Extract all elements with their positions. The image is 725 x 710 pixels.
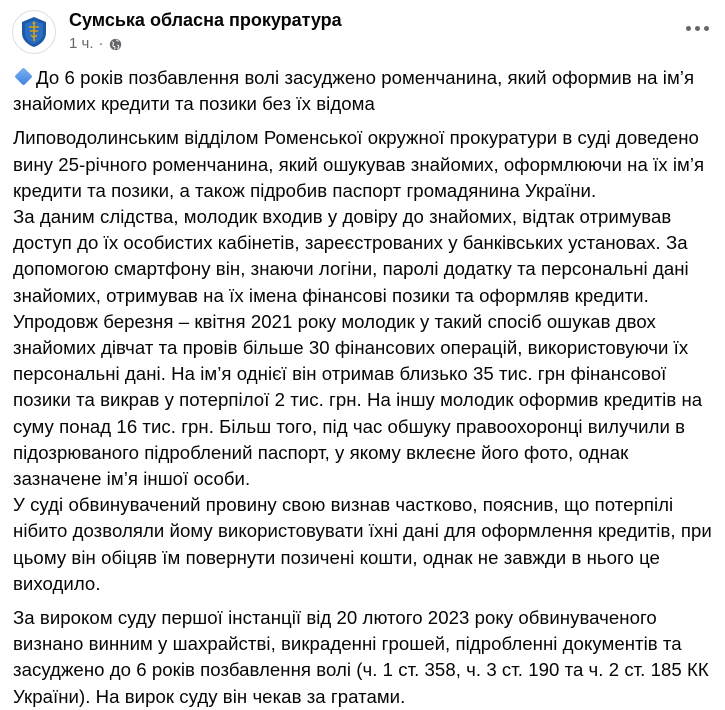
paragraph-1: Липоводолинським відділом Роменської окружної прокуратури в суді доведено вину 25-річного роменчанина, який ошукував знайомих, оформлюючи на їх ім’я кредити та позики, а також підробив паспорт громадянина України. [13, 127, 705, 201]
meta-separator: · [98, 35, 104, 52]
post-headline [13, 65, 713, 117]
paragraph-3: Упродовж березня – квітня 2021 року молодик у такий спосіб ошукав двох знайомих дівчат та провів більше 30 фінансових операцій, використовуючи їх персональні дані. На ім’я однієї він отримав близько 35 тис. грн фінансової позики та викрав у потерпілої 2 тис. грн. На іншу молодик оформив кредитів на суму понад 16 тис. грн. Більш того, під час обшуку правоохоронці вилучили в підозрюваного підроблений паспорт, у якому вклеєне його фото, однак зазначене ім’я іншої особи. [13, 310, 703, 490]
more-dot-icon [704, 26, 709, 31]
paragraph-2: За даним слідства, молодик входив у довіру до знайомих, відтак отримував доступ до їх особистих кабінетів, зареєстрованих у банківських установах. За допомогою смартфону він, знаючи логіни, паролі додатку та персональні дані знайомих, отримував на їх імена фінансові позики та оформляв кредити. [13, 206, 689, 306]
blue-diamond-icon [14, 67, 32, 85]
post-subline [69, 35, 342, 53]
post-timestamp[interactable]: 1 ч. [69, 35, 94, 52]
paragraph-5: За вироком суду першої інстанції від 20 лютого 2023 року обвинуваченого визнано винним у шахрайстві, викраденні грошей, підробленні документів та засуджено до 6 років позбавлення волі (ч. 1 ст. 358, ч. 3 ст. 190 та ч. 2 ст. 185 КК України). На вирок суду він чекав за гратами. [13, 607, 709, 707]
more-dot-icon [695, 26, 700, 31]
post-body [13, 65, 713, 710]
author-name[interactable]: Сумська обласна прокуратура [69, 10, 342, 30]
page-avatar[interactable] [12, 10, 56, 54]
prosecutor-emblem-icon [16, 14, 52, 50]
post-header [12, 10, 342, 54]
globe-icon[interactable] [109, 38, 122, 51]
more-dot-icon [686, 26, 691, 31]
more-options-button[interactable] [683, 18, 711, 38]
paragraph-4: У суді обвинувачений провину свою визнав частково, пояснив, що потерпілі нібито дозволяли йому використовувати їхні дані для оформлення кредитів, при цьому він обіцяв їм повернути позичені кошти, однак не завжди в нього це виходило. [13, 494, 712, 594]
headline-text: До 6 років позбавлення волі засуджено роменчанина, який оформив на ім’я знайомих кредити та позики без їх відома [13, 67, 695, 115]
post-meta [69, 11, 342, 53]
